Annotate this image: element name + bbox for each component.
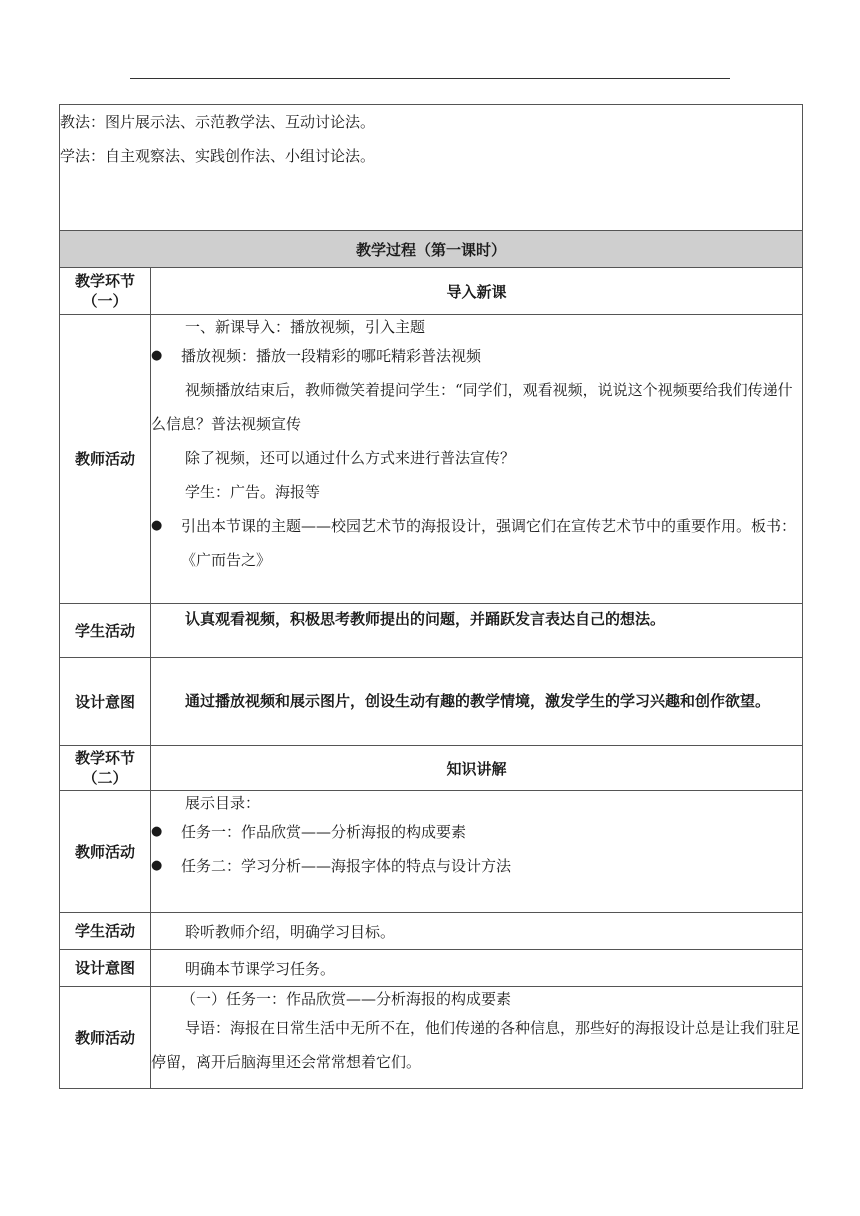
lesson-plan-table [59, 104, 803, 1089]
teacher-line-6: 引出本节课的主题——校园艺术节的海报设计，强调它们在宣传艺术节中的重要作用。板书：《广而告之》 [181, 517, 797, 569]
page-header-rule [130, 78, 730, 79]
section2-teacher-label: 教师活动 [60, 791, 151, 913]
section1-label: 教学环节 （一） [60, 268, 151, 315]
section1-teacher-content [151, 315, 803, 604]
section2-teacher-content [151, 791, 803, 913]
teacher-line-4: 除了视频，还可以通过什么方式来进行普法宣传？ [185, 449, 516, 467]
section2-teacher2-row [60, 987, 803, 1089]
bullet-item [151, 339, 802, 373]
section2-design-text: 明确本节课学习任务。 [151, 950, 803, 987]
teacher-line-1: 一、新课导入：播放视频，引入主题 [185, 318, 426, 336]
bullet-item [151, 509, 802, 577]
methods-row [60, 105, 803, 231]
section1-header-row [60, 268, 803, 315]
task-one-heading: （一）任务一：作品欣赏——分析海报的构成要素 [181, 990, 512, 1008]
teacher-line-2: 播放视频：播放一段精彩的哪吒精彩普法视频 [181, 347, 482, 365]
learning-methods: 学法：自主观察法、实践创作法、小组讨论法。 [60, 147, 376, 165]
directory-heading: 展示目录： [185, 794, 261, 812]
section2-student-text: 聆听教师介绍，明确学习目标。 [151, 913, 803, 950]
section1-teacher-row [60, 315, 803, 604]
bullet-icon: ● [151, 824, 163, 839]
bullet-item [151, 849, 802, 883]
section1-student-label: 学生活动 [60, 604, 151, 658]
section2-label: 教学环节 （二） [60, 746, 151, 791]
section1-student-text: 认真观看视频，积极思考教师提出的问题，并踊跃发言表达自己的想法。 [151, 604, 803, 658]
bullet-icon: ● [151, 518, 163, 533]
teacher-line-3: 视频播放结束后，教师微笑着提问学生：“同学们，观看视频，说说这个视频要给我们传递什么信息？普法视频宣传 [151, 381, 793, 433]
section1-design-label: 设计意图 [60, 658, 151, 746]
section2-title: 知识讲解 [151, 746, 803, 791]
section1-design-text: 通过播放视频和展示图片，创设生动有趣的教学情境，激发学生的学习兴趣和创作欲望。 [151, 658, 803, 746]
section1-title: 导入新课 [151, 268, 803, 315]
section2-teacher2-content [151, 987, 803, 1089]
section2-student-label: 学生活动 [60, 913, 151, 950]
section2-teacher-row [60, 791, 803, 913]
section2-design-row [60, 950, 803, 987]
bullet-icon: ● [151, 858, 163, 873]
section1-student-row [60, 604, 803, 658]
task-one: 任务一：作品欣赏——分析海报的构成要素 [181, 823, 467, 841]
process-banner-row [60, 231, 803, 268]
process-title: 教学过程（第一课时） [60, 231, 803, 268]
intro-paragraph: 导语：海报在日常生活中无所不在，他们传递的各种信息，那些好的海报设计总是让我们驻足停留，离开后脑海里还会常常想着它们。 [151, 1019, 801, 1071]
section2-design-label: 设计意图 [60, 950, 151, 987]
teaching-methods: 教法：图片展示法、示范教学法、互动讨论法。 [60, 113, 376, 131]
section2-teacher2-label: 教师活动 [60, 987, 151, 1089]
bullet-icon: ● [151, 348, 163, 363]
teacher-line-5: 学生：广告。海报等 [185, 483, 321, 501]
bullet-item [151, 815, 802, 849]
section1-teacher-label: 教师活动 [60, 315, 151, 604]
section1-design-row [60, 658, 803, 746]
methods-cell [60, 105, 803, 231]
section2-header-row [60, 746, 803, 791]
section2-student-row [60, 913, 803, 950]
task-two: 任务二：学习分析——海报字体的特点与设计方法 [181, 857, 512, 875]
